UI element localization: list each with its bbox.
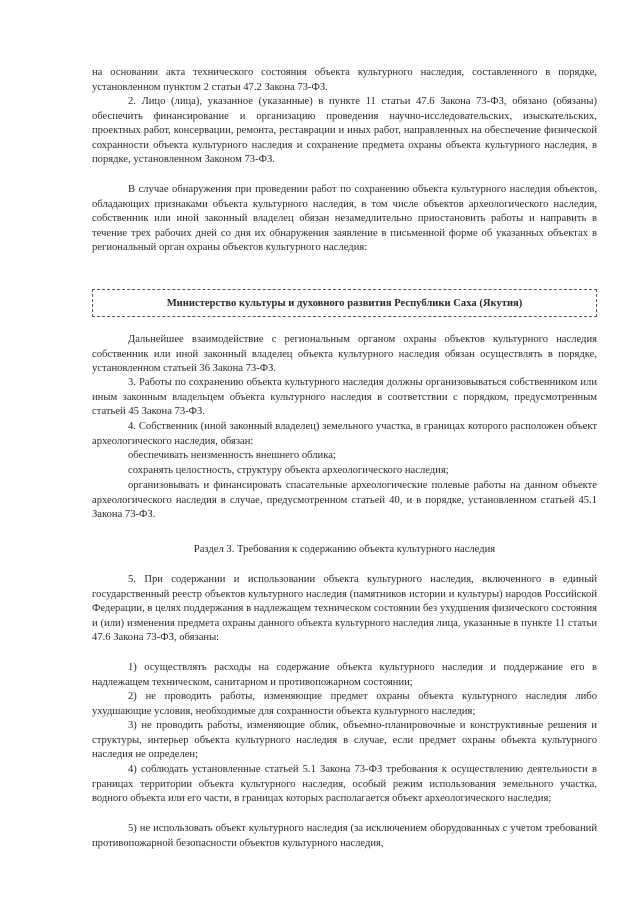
list-item-5-no-use: 5) не использовать объект культурного наследия (за исключением оборудованных с учетом требований противопожарной безопасности объектов культурного наследия, — [92, 823, 597, 849]
section-3-title: Раздел 3. Требования к содержанию объекта культурного наследия — [193, 544, 496, 555]
list-item-2-no-works: 2) не проводить работы, изменяющие предмет охраны объекта культурного наследия либо ухудшающие условия, необходимые для сохранности объекта культурного наследия; — [92, 691, 597, 717]
paragraph-discovery: В случае обнаружения при проведении работ по сохранению объекта культурного наследия объектов, обладающих признаками объекта культурного наследия, в том числе объектов археологического наследия, собственник или иной законный владелец обязан незамедлительно приостановить работы и направить в течение трех рабочих дней со дня их обнаружения заявление в письменной форме об указанных объектах в региональный орган охраны объектов культурного наследия: — [92, 184, 597, 254]
paragraph-5-maintenance: 5. При содержании и использовании объекта культурного наследия, включенного в единый государственный реестр объектов культурного наследия (памятников истории и культуры) народов Российской Федерации, в целях поддержания в надлежащем техническом состоянии без ухудшения физического состояния и (или) изменения предмета охраны данного объекта культурного наследия лица, указанные в пункте 11 статьи 47.6 Закона 73-ФЗ, обязаны: — [92, 574, 597, 644]
paragraph-4-land-owner: 4. Собственник (иной законный владелец) земельного участка, в границах которого расположен объект археологического наследия, обязан: — [92, 421, 597, 447]
authority-name: Министерство культуры и духовного развития Республики Саха (Якутия) — [166, 297, 523, 309]
list-item-appearance: обеспечивать неизменность внешнего облика; — [128, 450, 336, 461]
list-item-integrity: сохранять целостность, структуру объекта археологического наследия; — [128, 465, 449, 476]
list-item-1-expenses: 1) осуществлять расходы на содержание объекта культурного наследия и поддержание его в надлежащем техническом, санитарном и противопожарном состоянии; — [92, 662, 597, 688]
list-item-3-no-changes: 3) не проводить работы, изменяющие облик, объемно-планировочные и конструктивные решения и структуры, интерьер объекта культурного наследия в случае, если предмет охраны объекта культурного наследия не определен; — [92, 720, 597, 761]
list-item-4-requirements: 4) соблюдать установленные статьей 5.1 Закона 73-ФЗ требования к осуществлению деятельности в границах территории объекта культурного наследия, особый режим использования земельного участка, водного объекта или его части, в границах которых располагается объект археологического наследия; — [92, 764, 597, 805]
paragraph-2-obligations: 2. Лицо (лица), указанное (указанные) в пункте 11 статьи 47.6 Закона 73-ФЗ, обязано (обязаны) обеспечить финансирование и организацию проведения научно-исследовательских, изыскательских, проектных работ, консервации, ремонта, реставрации и иных работ, направленных на обеспечение физической сохранности объекта культурного наследия и сохранение предмета охраны объекта культурного наследия, в порядке, установленном Законом 73-ФЗ. — [92, 96, 597, 166]
list-item-rescue-works: организовывать и финансировать спасательные археологические полевые работы на данном объекте археологического наследия в случае, предусмотренном статьей 40, и в порядке, установленном статьей 45.1 Закона 73-ФЗ. — [92, 480, 597, 521]
paragraph-interaction: Дальнейшее взаимодействие с региональным органом охраны объектов культурного наследия собственник или иной законный владелец объекта культурного наследия обязан осуществлять в порядке, установленном статьей 36 Закона 73-ФЗ. — [92, 334, 597, 375]
paragraph-3-works: 3. Работы по сохранению объекта культурного наследия должны организовываться собственником или иным законным владельцем объекта культурного наследия в соответствии с порядком, предусмотренным статьей 45 Закона 73-ФЗ. — [92, 377, 597, 418]
authority-box — [92, 289, 597, 317]
paragraph-act-basis: на основании акта технического состояния объекта культурного наследия, составленного в порядке, установленном пунктом 2 статьи 47.2 Закона 73-ФЗ. — [92, 67, 597, 93]
